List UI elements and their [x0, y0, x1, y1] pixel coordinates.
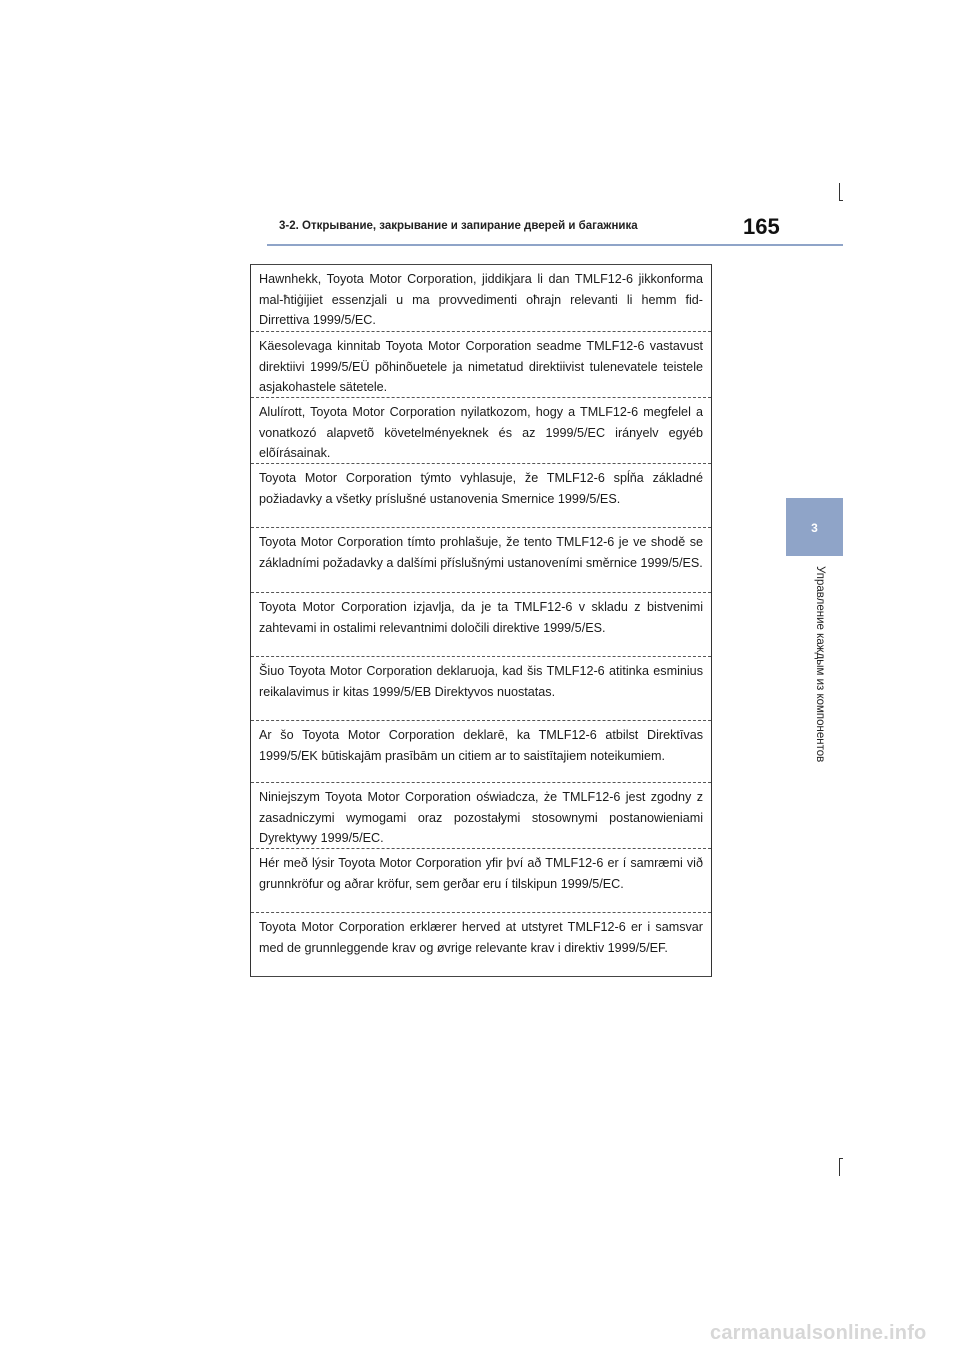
page-number: 165	[743, 214, 780, 239]
declaration-row: Alulírott, Toyota Motor Corporation nyilatkozom, hogy a TMLF12-6 megfelel a vonatkozó alapvetõ követelményeknek és az 1999/5/EC irányelv egyéb elõírásainak.	[251, 397, 711, 463]
section-title: 3-2. Открывание, закрывание и запирание дверей и багажника	[279, 220, 638, 232]
running-header	[267, 212, 843, 244]
chapter-tab	[786, 498, 843, 556]
chapter-number: 3	[811, 521, 818, 535]
watermark: carmanualsonline.info	[710, 1322, 927, 1344]
crop-mark-bottom-right	[839, 1158, 840, 1176]
declaration-row: Toyota Motor Corporation týmto vyhlasuje, že TMLF12-6 spĺňa základné požiadavky a všetky príslušné ustanovenia Smernice 1999/5/ES.	[251, 463, 711, 527]
crop-mark-bottom-right-foot	[839, 1158, 843, 1159]
declaration-row: Toyota Motor Corporation tímto prohlašuje, že tento TMLF12-6 je ve shodě se základními požadavky a dalšími příslušnými ustanoveními směrnice 1999/5/ES.	[251, 527, 711, 592]
declaration-row: Käesolevaga kinnitab Toyota Motor Corporation seadme TMLF12-6 vastavust direktiivi 1999/5/EÜ põhinõuetele ja nimetatud direktiivist tulenevatele teistele asjakohastele sätetele.	[251, 331, 711, 397]
chapter-label: Управление каждым из компонентов	[814, 566, 826, 763]
declaration-row: Toyota Motor Corporation izjavlja, da je ta TMLF12-6 v skladu z bistvenimi zahtevami in ostalimi relevantnimi določili direktive 1999/5/ES.	[251, 592, 711, 656]
declaration-row: Toyota Motor Corporation erklærer herved at utstyret TMLF12-6 er i samsvar med de grunnleggende krav og øvrige relevante krav i direktiv 1999/5/EF.	[251, 912, 711, 976]
header-rule	[267, 244, 843, 246]
declaration-row: Šiuo Toyota Motor Corporation deklaruoja, kad šis TMLF12-6 atitinka esminius reikalavimus ir kitas 1999/5/EB Direktyvos nuostatas.	[251, 656, 711, 720]
crop-mark-top-right	[839, 183, 840, 201]
declaration-row: Hawnhekk, Toyota Motor Corporation, jiddikjara li dan TMLF12-6 jikkonforma mal-ħtiġijiet essenzjali u ma provvedimenti oħrajn relevanti li hemm fid-Dirrettiva 1999/5/EC.	[259, 272, 703, 327]
declaration-row: Niniejszym Toyota Motor Corporation oświadcza, że TMLF12-6 jest zgodny z zasadniczymi wymogami oraz pozostałymi stosownymi postanowieniami Dyrektywy 1999/5/EC.	[251, 782, 711, 848]
declarations-table	[250, 264, 712, 977]
crop-mark-top-right-foot	[839, 200, 843, 201]
declaration-row: Hér með lýsir Toyota Motor Corporation yfir því að TMLF12-6 er í samræmi við grunnkröfur og aðrar kröfur, sem gerðar eru í tilskipun 1999/5/EC.	[251, 848, 711, 912]
declaration-row: Ar šo Toyota Motor Corporation deklarē, ka TMLF12-6 atbilst Direktīvas 1999/5/EK būtiskajām prasībām un citiem ar to saistītajiem noteikumiem.	[251, 720, 711, 782]
